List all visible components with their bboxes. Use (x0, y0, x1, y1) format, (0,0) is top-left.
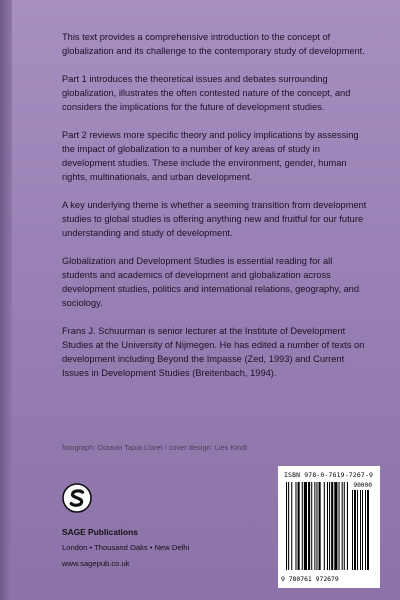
barcode-number: 9 780761 972679 (281, 575, 339, 583)
isbn-text: ISBN 978-0-7619-7267-9 (284, 471, 374, 479)
photo-design-credit: fotograph: Octavio Tapia Lloret / cover design: Lies Kindt (62, 443, 248, 452)
publisher-url: www.sagepub.co.uk (62, 559, 130, 568)
blurb-paragraph-intro: This text provides a comprehensive introduction to the concept of globalization and its challenge to the contemporary study of development. (62, 32, 365, 56)
barcode-label (278, 466, 380, 588)
publisher-name: SAGE Publications (62, 527, 138, 537)
barcode-icon (284, 482, 374, 572)
publisher-cities: London • Thousand Oaks • New Delhi (62, 543, 190, 552)
author-bio: Frans J. Schuurman is senior lecturer at the Institute of Development Studies at the University of Nijmegen. He has edited a number of texts on development including Beyond the Impasse (Zed, 1993) and Current Issues in Development Studies (Breitenbach, 1994). (62, 326, 365, 378)
blurb-text (62, 30, 367, 394)
barcode-addon-digits: 90000 (353, 482, 372, 489)
blurb-paragraph-theme: A key underlying theme is whether a seeming transition from development studies to global studies is offering anything new and fruitful for our future understanding and study of development. (62, 200, 367, 238)
sage-s-logo-icon (62, 483, 92, 513)
blurb-paragraph-part2: Part 2 reviews more specific theory and policy implications by assessing the impact of globalization to a number of key areas of study in development studies. These include the environment, gender, human rights, multinationals, and urban development. (62, 130, 359, 182)
publisher-block (62, 526, 189, 570)
blurb-paragraph-part1: Part 1 introduces the theoretical issues and debates surrounding globalization, illustrates the often contested nature of the concept, and considers the implications for the future of development studies. (62, 74, 351, 112)
blurb-paragraph-audience: Globalization and Development Studies is essential reading for all students and academics of development and globalization across development studies, politics and international relations, geography, and sociology. (62, 256, 360, 308)
